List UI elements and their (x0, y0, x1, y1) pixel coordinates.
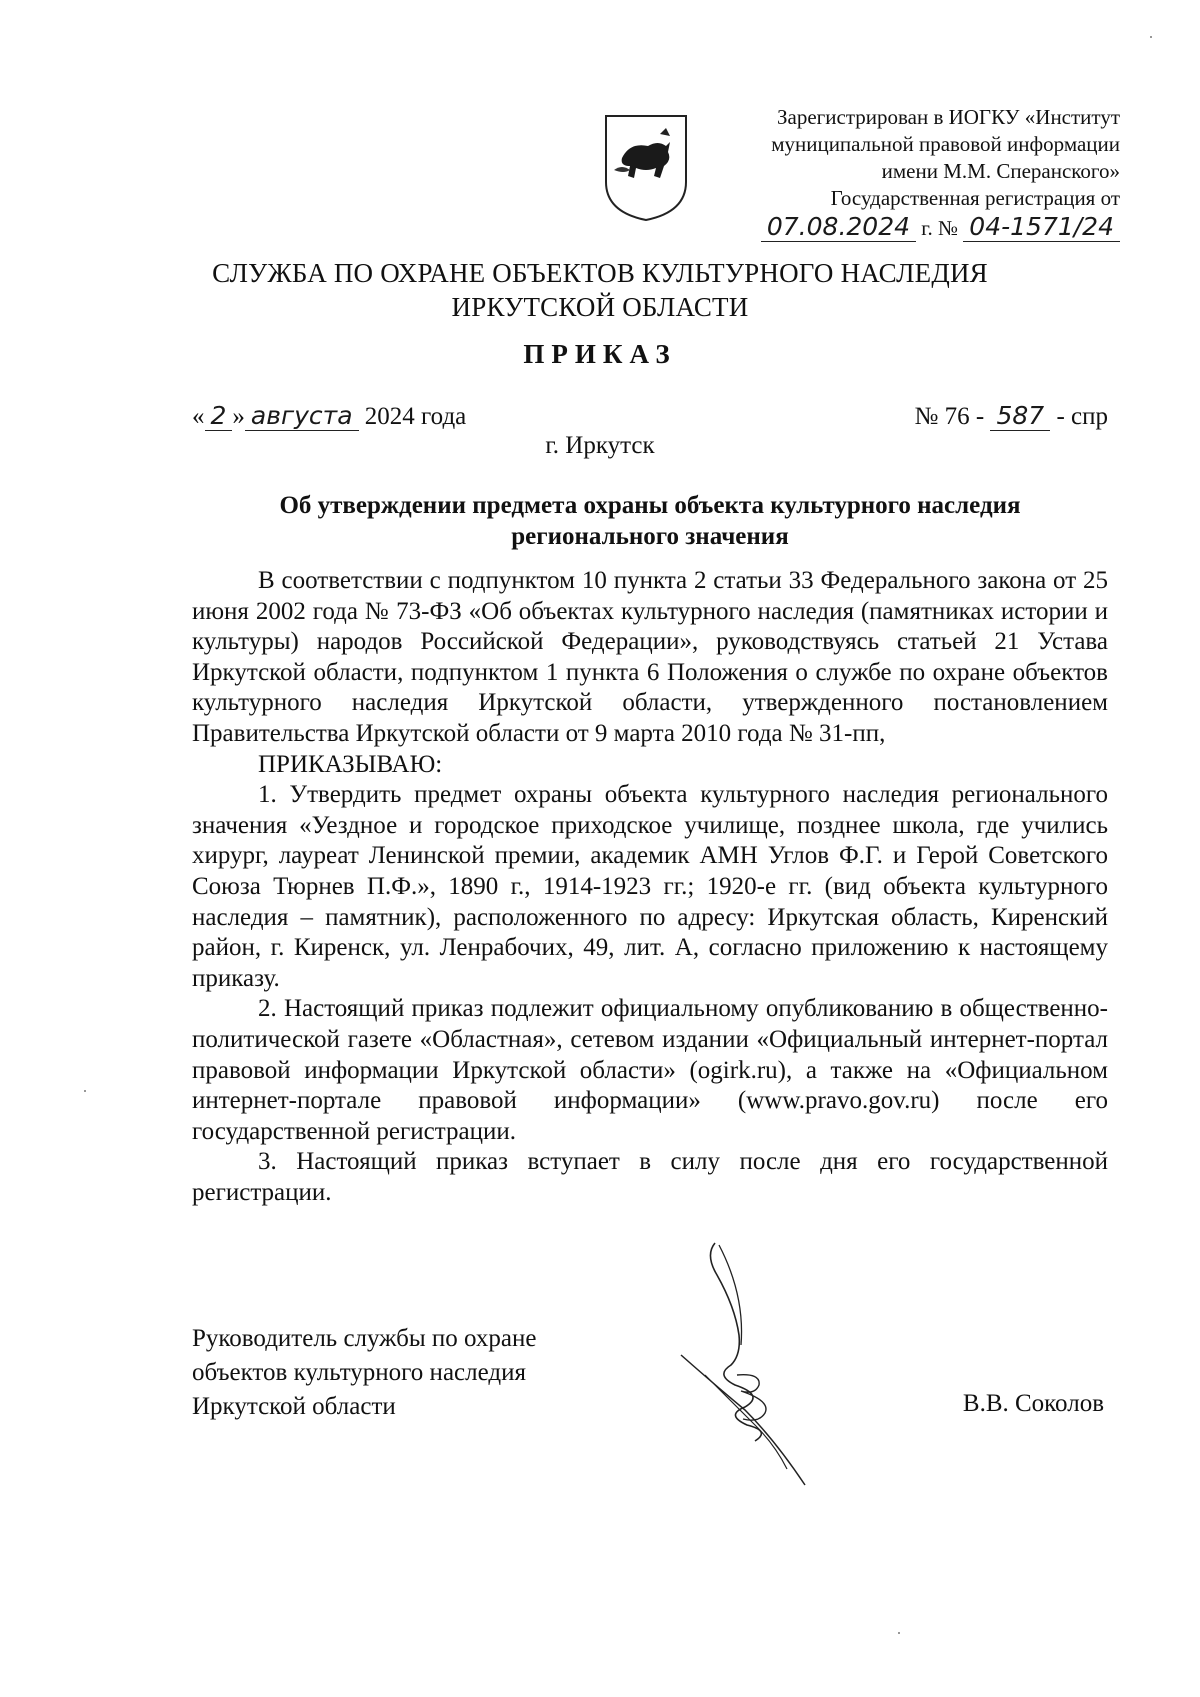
agency-heading (0, 256, 1200, 324)
subject-line-1: Об утверждении предмета охраны объекта культурного наследия (279, 492, 1021, 519)
date-month: августа (245, 402, 359, 431)
date-close-quote: » (232, 403, 245, 430)
registration-number: 04-1571/24 (963, 213, 1120, 242)
order-word: ПРИКАЗЫВАЮ: (258, 750, 443, 778)
order-date (192, 402, 466, 431)
date-year: 2024 года (364, 403, 467, 430)
signatory-title-line-2: объектов культурного наследия (192, 1359, 526, 1386)
date-day: 2 (205, 402, 233, 431)
subject-line-2: регионального значения (511, 523, 789, 550)
registration-block (700, 104, 1120, 212)
item-3-paragraph: 3. Настоящий приказ вступает в силу после дня его государственной регистрации. (192, 1148, 1108, 1206)
order-body (192, 566, 1108, 1208)
order-subject (190, 490, 1110, 552)
agency-line-2: ИРКУТСКОЙ ОБЛАСТИ (451, 292, 749, 322)
signatory-title (192, 1322, 536, 1424)
scan-speck (898, 1632, 900, 1634)
order-title: ПРИКАЗ (523, 339, 677, 369)
registration-line-4: Государственная регистрация от (830, 186, 1120, 210)
signatory-name: В.В. Соколов (962, 1390, 1104, 1417)
registration-number-label: г. № (921, 216, 959, 240)
scan-speck (1150, 36, 1152, 38)
registration-line-2: муниципальной правовой информации (771, 132, 1120, 156)
agency-line-1: СЛУЖБА ПО ОХРАНЕ ОБЪЕКТОВ КУЛЬТУРНОГО НАСЛЕДИЯ (212, 258, 988, 288)
coat-of-arms-icon (600, 112, 692, 224)
registration-details (700, 213, 1120, 242)
order-number-prefix: № 76 - (914, 403, 985, 430)
date-open-quote: « (192, 403, 205, 430)
signatory-title-line-1: Руководитель службы по охране (192, 1325, 537, 1352)
order-number (915, 402, 1108, 431)
item-2-paragraph: 2. Настоящий приказ подлежит официальному опубликованию в общественно-политической газете «Областная», сетевом издании «Официальный интернет-портал правовой информации Иркутской области» (ogirk.ru), а также на «Официальном интернет-портале правовой информации» (www.pravo.gov.ru) после его государственной регистрации. (192, 995, 1108, 1145)
order-number-suffix: - спр (1056, 403, 1108, 430)
registration-line-1: Зарегистрирован в ИОГКУ «Институт (776, 105, 1120, 129)
signatory-title-line-3: Иркутской области (192, 1393, 396, 1420)
registration-date: 07.08.2024 (761, 213, 916, 242)
registration-line-3: имени М.М. Сперанского» (881, 159, 1120, 183)
scan-speck (84, 1090, 86, 1092)
city: г. Иркутск (545, 432, 655, 459)
order-number-value: 587 (990, 402, 1050, 431)
handwritten-signature-icon (675, 1235, 825, 1495)
preamble-paragraph: В соответствии с подпунктом 10 пункта 2 статьи 33 Федерального закона от 25 июня 2002 года № 73-ФЗ «Об объектах культурного наследия (памятниках истории и культуры) народов Российской Федерации», руководствуясь статьей 21 Устава Иркутской области, подпунктом 1 пункта 6 Положения о службе по охране объектов культурного наследия Иркутской области, утвержденного постановлением Правительства Иркутской области от 9 марта 2010 года № 31-пп, (192, 567, 1108, 747)
item-1-paragraph: 1. Утвердить предмет охраны объекта культурного наследия регионального значения «Уездное и городское приходское училище, позднее школа, где учились хирург, лауреат Ленинской премии, академик АМН Углов Ф.Г. и Герой Советского Союза Тюрнев П.Ф.», 1890 г., 1914-1923 гг.; 1920-е гг. (вид объекта культурного наследия – памятник), расположенного по адресу: Иркутская область, Киренский район, г. Киренск, ул. Ленрабочих, 49, лит. А, согласно приложению к настоящему приказу. (192, 781, 1108, 992)
